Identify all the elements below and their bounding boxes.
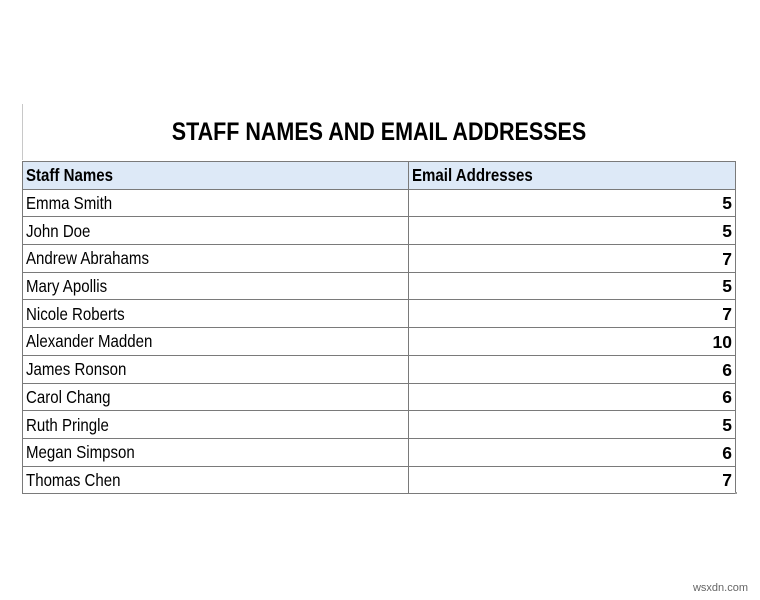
header-cell-staff-names[interactable] xyxy=(23,162,409,190)
table-row xyxy=(23,189,736,217)
name-cell[interactable] xyxy=(23,245,409,273)
count-cell[interactable]: 5 xyxy=(409,189,736,217)
name-cell[interactable] xyxy=(23,300,409,328)
name-text: Emma Smith xyxy=(26,193,113,214)
count-cell[interactable]: 10 xyxy=(409,328,736,356)
table-row xyxy=(23,466,736,494)
header-cell-email-addresses[interactable] xyxy=(409,162,736,190)
name-cell[interactable] xyxy=(23,466,409,494)
table-row xyxy=(23,411,736,439)
name-text: Andrew Abrahams xyxy=(26,248,149,269)
name-text: Megan Simpson xyxy=(26,442,135,463)
name-text: Nicole Roberts xyxy=(26,303,125,324)
count-cell[interactable]: 7 xyxy=(409,300,736,328)
header-label-email-addresses: Email Addresses xyxy=(412,165,533,186)
count-cell[interactable]: 6 xyxy=(409,355,736,383)
sheet-title: STAFF NAMES AND EMAIL ADDRESSES xyxy=(171,118,587,146)
count-cell[interactable]: 6 xyxy=(409,438,736,466)
name-cell[interactable] xyxy=(23,383,409,411)
header-label-staff-names: Staff Names xyxy=(26,165,113,186)
name-text: Thomas Chen xyxy=(26,469,121,490)
name-text: James Ronson xyxy=(26,359,127,380)
name-cell[interactable] xyxy=(23,411,409,439)
count-cell[interactable]: 5 xyxy=(409,272,736,300)
table-row xyxy=(23,217,736,245)
name-cell[interactable] xyxy=(23,355,409,383)
table-row xyxy=(23,355,736,383)
selection-corner-marker xyxy=(735,492,737,494)
name-text: John Doe xyxy=(26,220,91,241)
name-text: Mary Apollis xyxy=(26,276,108,297)
count-cell[interactable]: 6 xyxy=(409,383,736,411)
watermark: wsxdn.com xyxy=(692,582,748,594)
name-cell[interactable] xyxy=(23,189,409,217)
header-row xyxy=(23,162,736,190)
count-cell[interactable]: 5 xyxy=(409,217,736,245)
table-row xyxy=(23,300,736,328)
name-text: Alexander Madden xyxy=(26,331,153,352)
name-text: Carol Chang xyxy=(26,386,111,407)
name-text: Ruth Pringle xyxy=(26,414,109,435)
table-row xyxy=(23,438,736,466)
sheet-left-border xyxy=(22,104,23,160)
name-cell[interactable] xyxy=(23,438,409,466)
table-row xyxy=(23,383,736,411)
count-cell[interactable]: 5 xyxy=(409,411,736,439)
name-cell[interactable] xyxy=(23,217,409,245)
count-cell[interactable]: 7 xyxy=(409,245,736,273)
table-row xyxy=(23,245,736,273)
name-cell[interactable] xyxy=(23,272,409,300)
table-row xyxy=(23,272,736,300)
name-cell[interactable] xyxy=(23,328,409,356)
table-row xyxy=(23,328,736,356)
count-cell[interactable]: 7 xyxy=(409,466,736,494)
staff-table xyxy=(22,161,736,494)
